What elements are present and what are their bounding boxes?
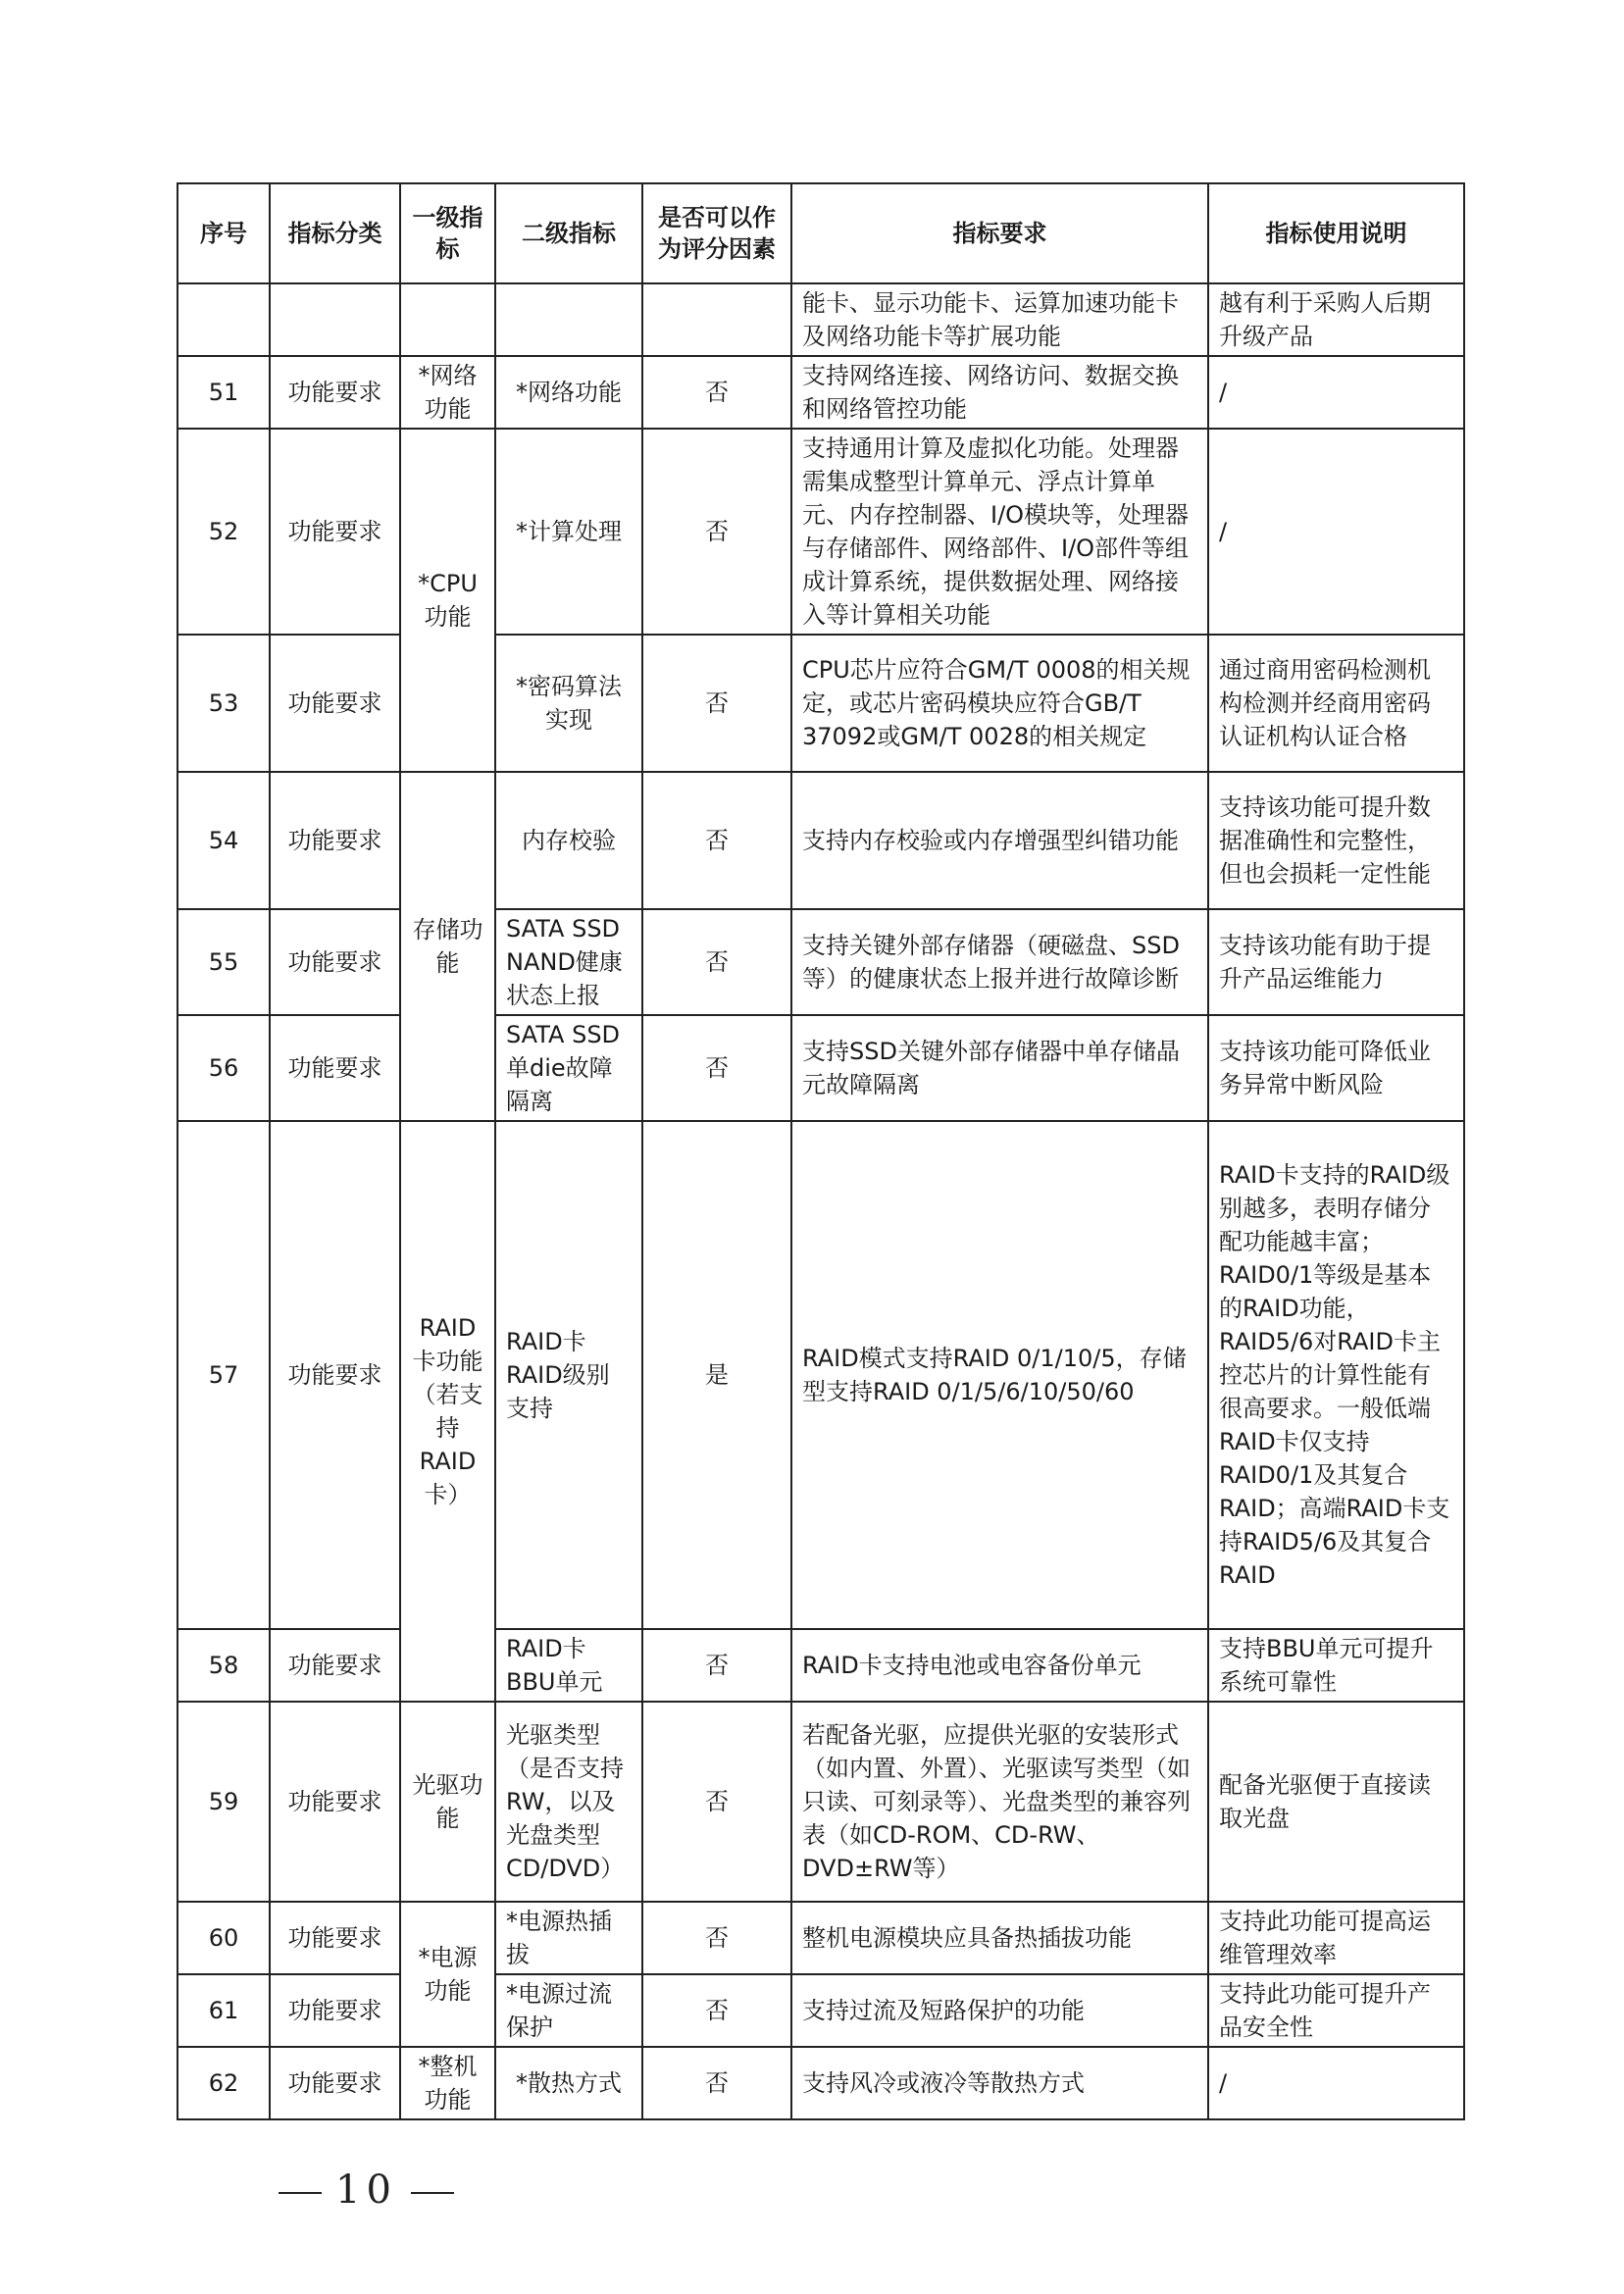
cell-level2: *电源热插拔	[495, 1902, 642, 1974]
header-category: 指标分类	[270, 183, 400, 283]
table-row	[178, 283, 1464, 356]
cell-scoring: 否	[642, 2047, 791, 2119]
cell-requirement: 若配备光驱，应提供光驱的安装形式（如内置、外置）、光驱读写类型（如只读、可刻录等）、光盘类型的兼容列表（如CD-ROM、CD-RW、DVD±RW等）	[791, 1702, 1208, 1902]
header-usage: 指标使用说明	[1208, 183, 1464, 283]
cell-level2: RAID卡BBU单元	[495, 1629, 642, 1702]
cell-level2	[495, 283, 642, 356]
cell-level2: SATA SSD 单die故障隔离	[495, 1015, 642, 1121]
indicator-table	[177, 182, 1465, 2120]
footer-dash-right	[411, 2192, 454, 2194]
table-row	[178, 1629, 1464, 1702]
cell-requirement: 支持通用计算及虚拟化功能。处理器需集成整型计算单元、浮点计算单元、内存控制器、I/O模块等，处理器与存储部件、网络部件、I/O部件等组成计算系统，提供数据处理、网络接入等计算相关功能	[791, 429, 1208, 635]
cell-level2: *计算处理	[495, 429, 642, 635]
table-row	[178, 1121, 1464, 1629]
table-row	[178, 635, 1464, 772]
cell-scoring: 否	[642, 1015, 791, 1121]
cell-level2: *散热方式	[495, 2047, 642, 2119]
cell-usage: 越有利于采购人后期升级产品	[1208, 283, 1464, 356]
page-footer	[265, 2167, 468, 2213]
cell-usage: 支持该功能可提升数据准确性和完整性，但也会损耗一定性能	[1208, 772, 1464, 909]
cell-requirement: RAID卡支持电池或电容备份单元	[791, 1629, 1208, 1702]
table-row	[178, 909, 1464, 1015]
cell-level2: 内存校验	[495, 772, 642, 909]
cell-seq: 58	[178, 1629, 270, 1702]
table-row	[178, 1974, 1464, 2047]
cell-level2: *网络功能	[495, 356, 642, 429]
cell-usage: /	[1208, 356, 1464, 429]
cell-scoring: 否	[642, 1629, 791, 1702]
cell-category: 功能要求	[270, 1702, 400, 1902]
cell-requirement: CPU芯片应符合GM/T 0008的相关规定，或芯片密码模块应符合GB/T 37092或GM/T 0028的相关规定	[791, 635, 1208, 772]
cell-usage: 支持BBU单元可提升系统可靠性	[1208, 1629, 1464, 1702]
cell-level1: *电源功能	[400, 1902, 495, 2047]
cell-category: 功能要求	[270, 1902, 400, 1974]
page-number: 10	[335, 2167, 397, 2213]
header-level2: 二级指标	[495, 183, 642, 283]
header-requirement: 指标要求	[791, 183, 1208, 283]
cell-usage: 支持此功能可提升产品安全性	[1208, 1974, 1464, 2047]
cell-scoring: 否	[642, 1974, 791, 2047]
cell-seq: 62	[178, 2047, 270, 2119]
cell-usage: /	[1208, 2047, 1464, 2119]
cell-scoring: 否	[642, 772, 791, 909]
cell-category: 功能要求	[270, 429, 400, 635]
cell-scoring: 否	[642, 356, 791, 429]
cell-level1: 光驱功能	[400, 1702, 495, 1902]
cell-seq: 52	[178, 429, 270, 635]
cell-category	[270, 283, 400, 356]
cell-usage: RAID卡支持的RAID级别越多，表明存储分配功能越丰富；RAID0/1等级是基本的RAID功能，RAID5/6对RAID卡主控芯片的计算性能有很高要求。一般低端RAID卡仅支持RAID0/1及其复合RAID；高端RAID卡支持RAID5/6及其复合RAID	[1208, 1121, 1464, 1629]
cell-category: 功能要求	[270, 1015, 400, 1121]
cell-scoring: 是	[642, 1121, 791, 1629]
cell-scoring: 否	[642, 1902, 791, 1974]
header-scoring: 是否可以作为评分因素	[642, 183, 791, 283]
cell-seq: 55	[178, 909, 270, 1015]
cell-category: 功能要求	[270, 2047, 400, 2119]
cell-level2: SATA SSD NAND健康状态上报	[495, 909, 642, 1015]
header-level1: 一级指标	[400, 183, 495, 283]
cell-category: 功能要求	[270, 635, 400, 772]
cell-level2: 光驱类型（是否支持RW，以及光盘类型CD/DVD）	[495, 1702, 642, 1902]
table-row	[178, 2047, 1464, 2119]
cell-level2: *密码算法实现	[495, 635, 642, 772]
table-row	[178, 1015, 1464, 1121]
cell-requirement: RAID模式支持RAID 0/1/10/5，存储型支持RAID 0/1/5/6/10/50/60	[791, 1121, 1208, 1629]
cell-seq: 57	[178, 1121, 270, 1629]
cell-usage: 通过商用密码检测机构检测并经商用密码认证机构认证合格	[1208, 635, 1464, 772]
cell-level2: *电源过流保护	[495, 1974, 642, 2047]
cell-level1	[400, 283, 495, 356]
cell-requirement: 整机电源模块应具备热插拔功能	[791, 1902, 1208, 1974]
cell-seq: 61	[178, 1974, 270, 2047]
cell-scoring: 否	[642, 909, 791, 1015]
cell-requirement: 支持SSD关键外部存储器中单存储晶元故障隔离	[791, 1015, 1208, 1121]
table-row	[178, 1902, 1464, 1974]
cell-seq: 54	[178, 772, 270, 909]
table-header-row	[178, 183, 1464, 283]
footer-dash-left	[279, 2192, 322, 2194]
cell-requirement: 能卡、显示功能卡、运算加速功能卡及网络功能卡等扩展功能	[791, 283, 1208, 356]
cell-usage: 配备光驱便于直接读取光盘	[1208, 1702, 1464, 1902]
cell-seq: 60	[178, 1902, 270, 1974]
cell-scoring: 否	[642, 429, 791, 635]
cell-requirement: 支持风冷或液冷等散热方式	[791, 2047, 1208, 2119]
cell-requirement: 支持关键外部存储器（硬磁盘、SSD等）的健康状态上报并进行故障诊断	[791, 909, 1208, 1015]
table-row	[178, 356, 1464, 429]
cell-seq: 53	[178, 635, 270, 772]
cell-usage: 支持此功能可提高运维管理效率	[1208, 1902, 1464, 1974]
cell-category: 功能要求	[270, 772, 400, 909]
cell-level1: *整机功能	[400, 2047, 495, 2119]
cell-scoring: 否	[642, 1702, 791, 1902]
cell-requirement: 支持内存校验或内存增强型纠错功能	[791, 772, 1208, 909]
header-seq: 序号	[178, 183, 270, 283]
cell-level1: *CPU功能	[400, 429, 495, 772]
cell-usage: /	[1208, 429, 1464, 635]
cell-usage: 支持该功能可降低业务异常中断风险	[1208, 1015, 1464, 1121]
cell-requirement: 支持过流及短路保护的功能	[791, 1974, 1208, 2047]
table-row	[178, 772, 1464, 909]
cell-seq: 51	[178, 356, 270, 429]
cell-level1: RAID卡功能（若支持RAID卡）	[400, 1121, 495, 1702]
cell-seq: 59	[178, 1702, 270, 1902]
table-row	[178, 1702, 1464, 1902]
cell-category: 功能要求	[270, 1974, 400, 2047]
cell-usage: 支持该功能有助于提升产品运维能力	[1208, 909, 1464, 1015]
cell-scoring: 否	[642, 635, 791, 772]
table-row	[178, 429, 1464, 635]
cell-category: 功能要求	[270, 1121, 400, 1629]
cell-level1: 存储功能	[400, 772, 495, 1121]
cell-category: 功能要求	[270, 1629, 400, 1702]
cell-seq	[178, 283, 270, 356]
cell-level2: RAID卡RAID级别支持	[495, 1121, 642, 1629]
cell-requirement: 支持网络连接、网络访问、数据交换和网络管控功能	[791, 356, 1208, 429]
cell-seq: 56	[178, 1015, 270, 1121]
cell-level1: *网络功能	[400, 356, 495, 429]
cell-category: 功能要求	[270, 356, 400, 429]
cell-scoring	[642, 283, 791, 356]
cell-category: 功能要求	[270, 909, 400, 1015]
